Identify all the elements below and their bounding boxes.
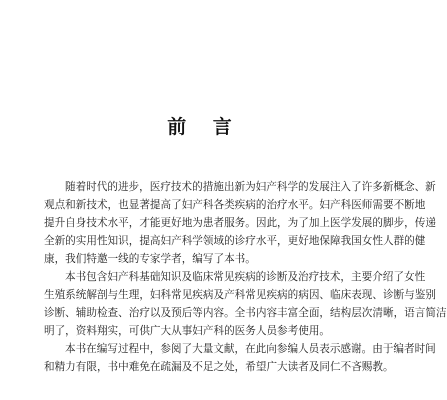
text-line: 康，我们特邀一线的专家学者，编写了本书。 <box>44 253 256 265</box>
text-line: 本书包含妇产科基础知识及临床常见疾病的诊断及治疗技术，主要介绍了女性 <box>65 271 426 283</box>
preface-body <box>44 178 447 376</box>
paragraph-2 <box>44 268 447 340</box>
text-line: 生殖系统解剖与生理，妇科常见疾病及产科常见疾病的病因、临床表现、诊断与鉴别 <box>44 289 436 301</box>
text-line: 全新的实用性知识，提高妇产科学领域的诊疗水平，更好地保障我国女性人群的健 <box>44 235 426 247</box>
text-line: 观点和新技术，也显著提高了妇产科各类疾病的治疗水平。妇产科医师需要不断地 <box>44 199 426 211</box>
text-line: 诊断、辅助检查、治疗以及预后等内容。全书内容丰富全面，结构层次清晰，语言简洁 <box>44 307 447 319</box>
paragraph-1 <box>44 178 436 268</box>
text-line: 和精力有限，书中难免在疏漏及不足之处，希望广大读者及同仁不吝赐教。 <box>44 361 394 373</box>
text-line: 本书在编写过程中，参阅了大量文献，在此向参编人员表示感谢。由于编者时间 <box>65 343 436 355</box>
text-line: 明了，资料翔实，可供广大从事妇产科的医务人员参考使用。 <box>44 325 331 337</box>
text-line: 随着时代的进步，医疗技术的措施出新为妇产科学的发展注入了许多新概念、新 <box>65 181 436 193</box>
paragraph-3 <box>44 340 436 376</box>
page-title: 前 言 <box>167 116 242 138</box>
text-line: 提升自身技术水平，才能更好地为患者服务。因此，为了加上医学发展的脚步，传递 <box>44 217 436 229</box>
